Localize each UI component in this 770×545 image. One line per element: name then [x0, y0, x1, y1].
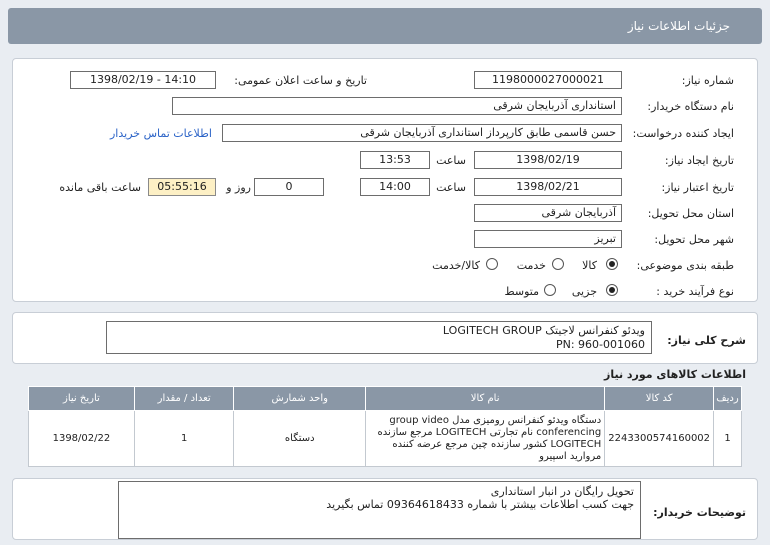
goods-title: اطلاعات کالاهای مورد نیاز — [604, 368, 746, 381]
remaining-time-field: 05:55:16 — [148, 178, 216, 196]
valid-time-label: ساعت — [436, 181, 466, 194]
process-label: نوع فرآیند خرید : — [656, 285, 734, 298]
buyer-notes-label: توضیحات خریدار: — [653, 506, 746, 519]
buyer-notes-line-2: جهت کسب اطلاعات بیشتر با شماره 09364618433 تماس بگیرید — [326, 498, 634, 511]
category-label: طبقه بندی موضوعی: — [636, 259, 734, 272]
created-time-field: 13:53 — [360, 151, 430, 169]
col-qty: تعداد / مقدار — [134, 387, 234, 411]
process-medium-radio[interactable] — [544, 284, 556, 296]
need-number-label: شماره نیاز: — [681, 74, 734, 87]
cell-date: 1398/02/22 — [29, 411, 135, 467]
announce-date-label: تاریخ و ساعت اعلان عمومی: — [234, 74, 367, 87]
col-unit: واحد شمارش — [234, 387, 366, 411]
summary-box — [106, 321, 652, 354]
remaining-label: ساعت باقی مانده — [59, 181, 141, 194]
col-row: ردیف — [714, 387, 742, 411]
col-date: تاریخ نیاز — [29, 387, 135, 411]
requester-label: ایجاد کننده درخواست: — [632, 127, 734, 140]
valid-date-label: تاریخ اعتبار نیاز: — [661, 181, 734, 194]
buyer-org-label: نام دستگاه خریدار: — [647, 100, 734, 113]
category-service-radio[interactable] — [552, 258, 564, 270]
valid-time-field: 14:00 — [360, 178, 430, 196]
cell-code: 2243300574160002 — [605, 411, 714, 467]
category-goods-service-radio[interactable] — [486, 258, 498, 270]
city-field: تبریز — [474, 230, 622, 248]
process-minor-label: جزیی — [571, 285, 597, 298]
cell-name: دستگاه ویدئو کنفرانس رومیزی مدل group video conferencing نام تجارتی LOGITECH مرجع سازنده LOGITECH کشور سازنده چین مرجع عرضه کننده مروارید اسپیرو — [366, 411, 605, 467]
col-code: کد کالا — [605, 387, 714, 411]
goods-table — [28, 386, 742, 467]
process-minor-radio[interactable] — [606, 284, 618, 296]
category-goods-service-label: کالا/خدمت — [432, 259, 480, 272]
buyer-notes-box — [118, 481, 641, 539]
announce-date-field: 1398/02/19 - 14:10 — [70, 71, 216, 89]
summary-line-1: ویدئو کنفرانس لاجیتک LOGITECH GROUP — [442, 324, 645, 337]
category-goods-label: کالا — [582, 259, 597, 272]
days-label: روز و — [226, 181, 251, 194]
goods-table-header — [29, 387, 742, 411]
created-time-label: ساعت — [436, 154, 466, 167]
page-header — [8, 8, 762, 44]
buyer-contact-link[interactable]: اطلاعات تماس خریدار — [110, 127, 212, 140]
created-date-field: 1398/02/19 — [474, 151, 622, 169]
buyer-notes-line-1: تحویل رایگان در انبار استانداری — [490, 485, 634, 498]
category-goods-radio[interactable] — [606, 258, 618, 270]
cell-row: 1 — [714, 411, 742, 467]
requester-field: حسن قاسمی طابق کارپرداز استانداری آذربایجان شرقی — [222, 124, 622, 142]
cell-qty: 1 — [134, 411, 234, 467]
valid-date-field: 1398/02/21 — [474, 178, 622, 196]
cell-unit: دستگاه — [234, 411, 366, 467]
summary-label: شرح کلی نیاز: — [667, 334, 746, 347]
page-title: جزئیات اطلاعات نیاز — [627, 19, 730, 33]
province-field: آذربایجان شرقی — [474, 204, 622, 222]
province-label: استان محل تحویل: — [647, 207, 734, 220]
buyer-org-field: استانداری آذربایجان شرقی — [172, 97, 622, 115]
created-date-label: تاریخ ایجاد نیاز: — [664, 154, 734, 167]
table-row — [29, 411, 742, 467]
summary-line-2: PN: 960-001060 — [555, 338, 645, 351]
city-label: شهر محل تحویل: — [654, 233, 734, 246]
remaining-days-field: 0 — [254, 178, 324, 196]
category-service-label: خدمت — [516, 259, 546, 272]
col-name: نام کالا — [366, 387, 605, 411]
need-number-field: 1198000027000021 — [474, 71, 622, 89]
process-medium-label: متوسط — [504, 285, 539, 298]
